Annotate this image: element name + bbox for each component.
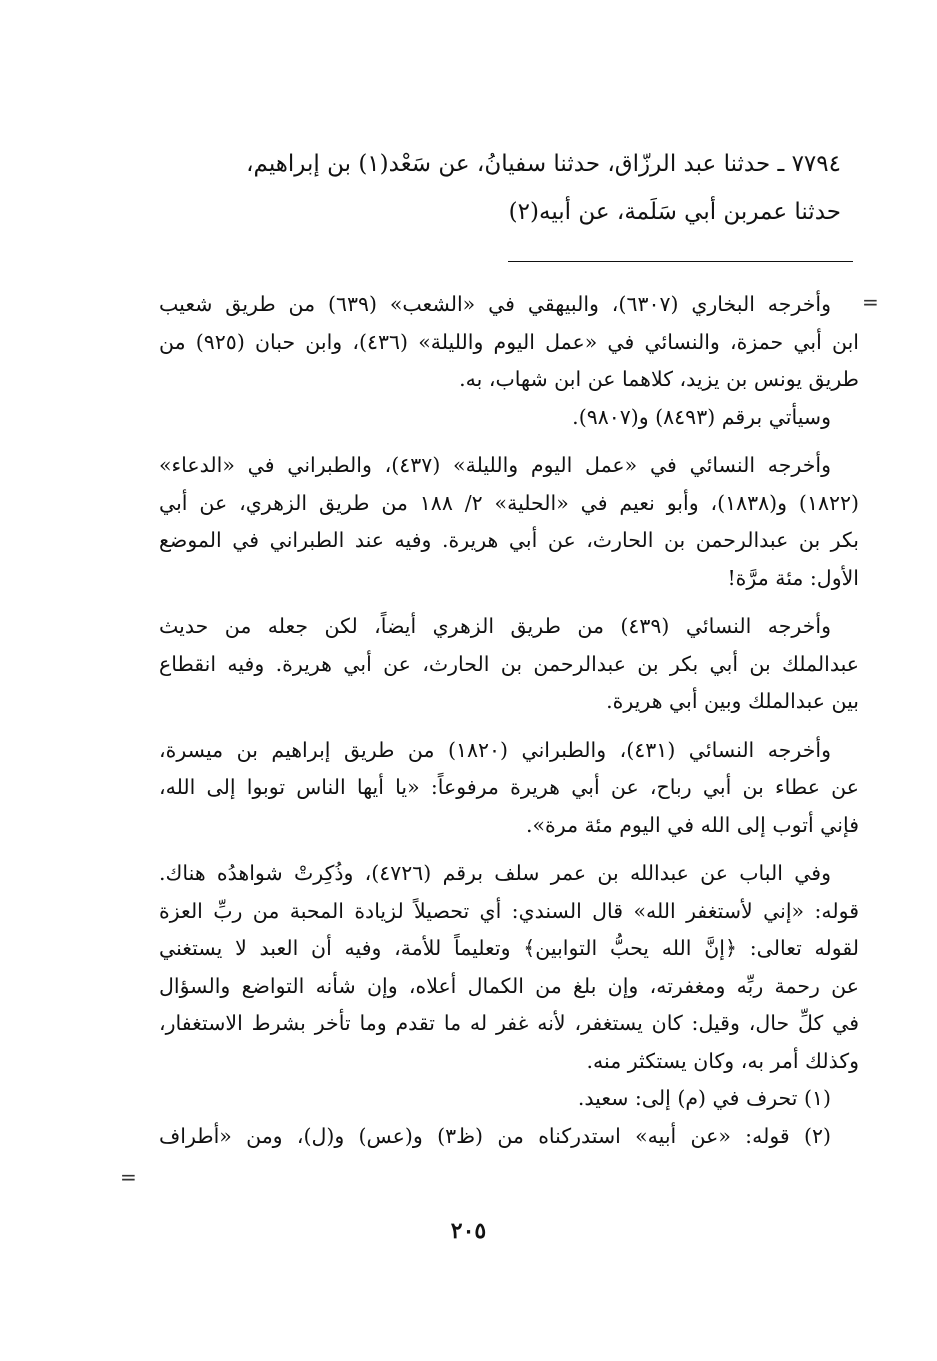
footnote-line: قوله: «إني لأستغفر الله» قال السندي: أي تحصيلاً لزيادة المحبة من ربِّ العزة — [159, 898, 859, 923]
footnote-line: عن رحمة ربِّه ومغفرته، وإن بلغ من الكمال أعلاه، وإن شأنه التواضع والسؤال — [159, 973, 859, 998]
footnote-line: (٢) قوله: «عن أبيه» استدركناه من (ظ٣) و(عس) و(ل)، ومن «أطراف — [159, 1123, 831, 1148]
footnote-line: وأخرجه النسائي في «عمل اليوم والليلة» (٤٣٧)، والطبراني في «الدعاء» — [159, 453, 831, 477]
footnote-line: طريق يونس بن يزيد، كلاهما عن ابن شهاب، به. — [459, 367, 859, 391]
footnote-line: وكذلك أمر به، وكان يستكثر منه. — [586, 1048, 859, 1073]
paragraph-gap — [159, 844, 859, 855]
footnote-line: بين عبدالملك وبين أبي هريرة. — [606, 689, 859, 713]
continuation-mark-bottom: = — [120, 1165, 137, 1189]
footnote-line: (١) تحرف في (م) إلى: سعيد. — [577, 1086, 831, 1110]
hadith-line-1: ٧٧٩٤ ـ حدثنا عبد الرزّاق، حدثنا سفيانُ، عن سَعْد(١) بن إبراهيم، — [246, 151, 841, 177]
footnote-line: وأخرجه البخاري (٦٣٠٧)، والبيهقي في «الشعب» (٦٣٩) من طريق شعيب — [159, 292, 831, 316]
hadith-text — [141, 140, 841, 236]
page-number: ٢٠٥ — [450, 1218, 487, 1244]
paragraph-gap — [159, 436, 859, 447]
footnote-separator — [508, 261, 853, 262]
footnote-line: وأخرجه النسائي (٤٣٩) من طريق الزهري أيضاً، لكن جعله من حديث — [159, 614, 831, 638]
footnote-line: (١٨٢٢) و(١٨٣٨)، وأبو نعيم في «الحلية» ٢/ ١٨٨ من طريق الزهري، عن أبي — [159, 490, 859, 515]
footnote-line: ابن أبي حمزة، والنسائي في «عمل اليوم والليلة» (٤٣٦)، وابن حبان (٩٢٥) من — [159, 329, 859, 354]
footnote-line: عن عطاء بن أبي رباح، عن أبي هريرة مرفوعاً: «يا أيها الناس توبوا إلى الله، — [159, 775, 859, 799]
footnote-line: وأخرجه النسائي (٤٣١)، والطبراني (١٨٢٠) من طريق إبراهيم بن ميسرة، — [159, 737, 831, 762]
footnote-line: بكر بن عبدالرحمن بن الحارث، عن أبي هريرة. وفيه عند الطبراني في الموضع — [159, 528, 859, 552]
footnote-line: في كلِّ حال، وقيل: كان يستغفر، لأنه غفر له ما تقدم وما تأخر بشرط الاستغفار، — [159, 1011, 859, 1035]
footnote-line: وسيأتي برقم (٨٤٩٣) و(٩٨٠٧). — [572, 404, 831, 429]
continuation-mark-top: = — [862, 290, 879, 314]
footnote-line: لقوله تعالى: ﴿إنَّ الله يحبُّ التوابين﴾ وتعليماً للأمة، وفيه أن العبد لا يستغني — [159, 936, 859, 960]
paragraph-gap — [159, 597, 859, 608]
footnote-line: الأول: مئة مرَّة! — [727, 565, 859, 590]
paragraph-gap — [159, 721, 859, 732]
footnote-line: عبدالملك بن أبي بكر بن عبدالرحمن بن الحارث، عن أبي هريرة. وفيه انقطاع — [159, 651, 859, 676]
hadith-line-2: حدثنا عمربن أبي سَلَمة، عن أبيه(٢) — [508, 199, 841, 225]
footnote-line: وفي الباب عن عبدالله بن عمر سلف برقم (٤٧٢٦)، وذُكِرتْ شواهدُه هناك. — [159, 861, 831, 885]
footnote-line: فإني أتوب إلى الله في اليوم مئة مرة». — [525, 812, 859, 837]
footnotes — [159, 286, 859, 1155]
